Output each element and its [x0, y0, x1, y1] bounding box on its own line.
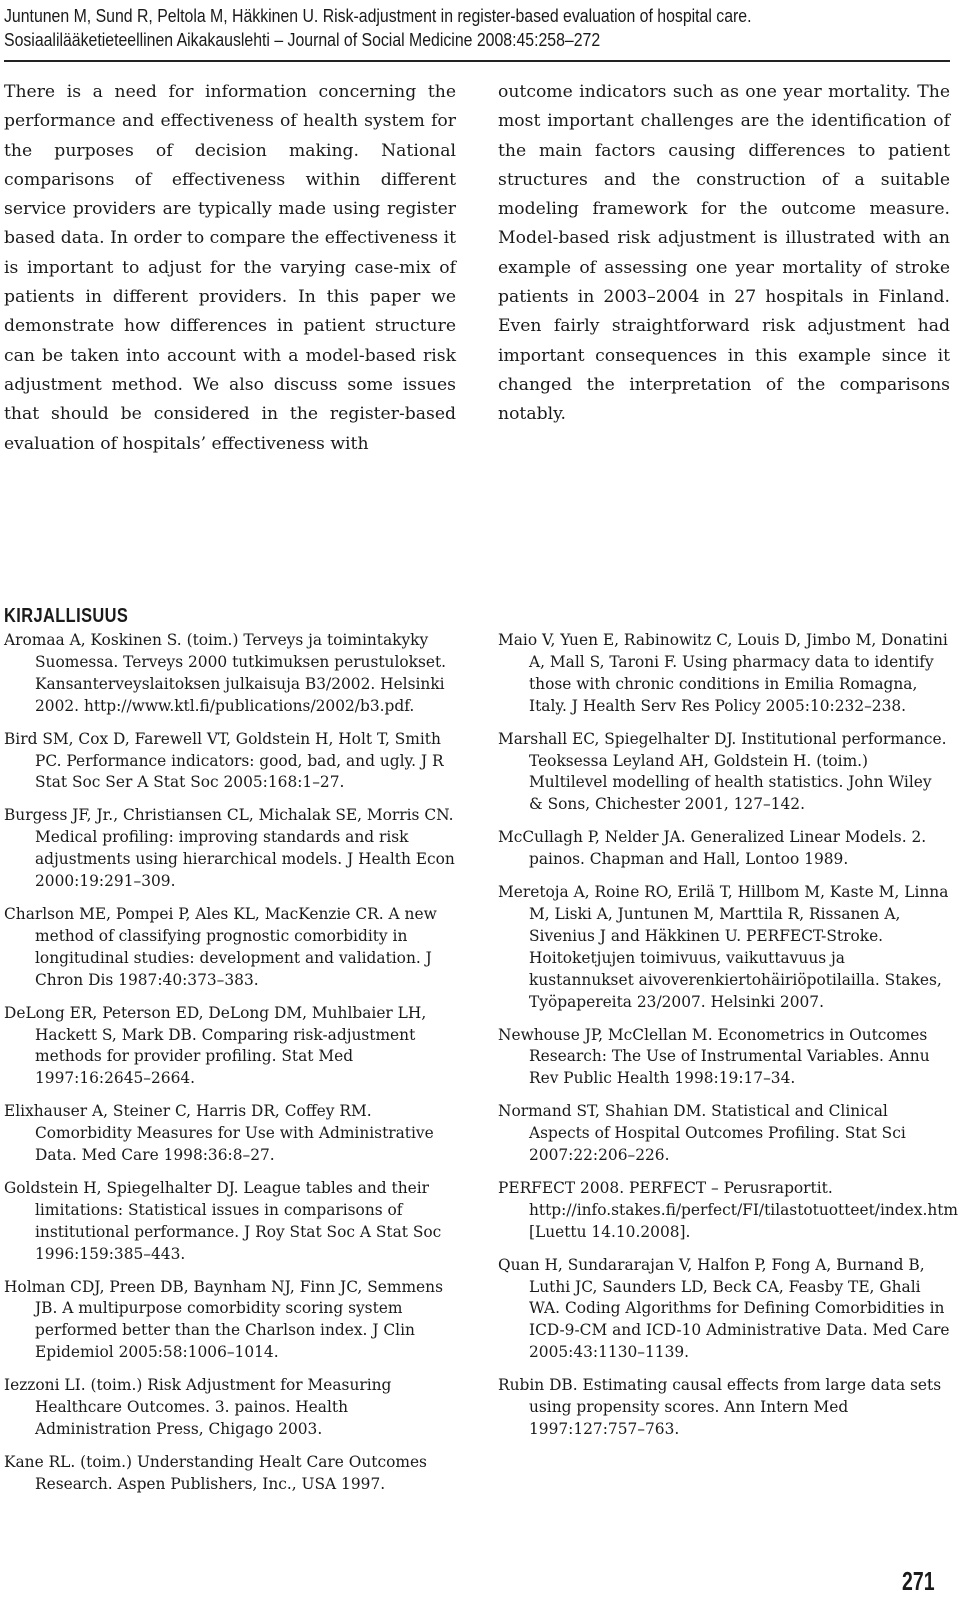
abstract-column-left: There is a need for information concerning the performance and effectiveness of health system for the purposes of decision making. National comparisons of effectiveness within different service providers are typically made using register based data. In order to compare the effectiveness it is important to adjust for the varying case-mix of patients in different providers. In this paper we demonstrate how differences in patient structure can be taken into account with a model-based risk adjustment method. We also discuss some issues that should be considered in the register-based evaluation of hospitals’ effectiveness with	[4, 82, 456, 454]
reference-item: Charlson ME, Pompei P, Ales KL, MacKenzie CR. A new method of classifying prognostic comorbidity in longitudinal studies: development and validation. J Chron Dis 1987:40:373–383.	[4, 904, 437, 989]
reference-item: Rubin DB. Estimating causal effects from large data sets using propensity scores. Ann Intern Med 1997:127:757–763.	[498, 1376, 942, 1438]
reference-item: Elixhauser A, Steiner C, Harris DR, Coffey RM. Comorbidity Measures for Use with Administrative Data. Med Care 1998:36:8–27.	[4, 1102, 434, 1165]
references-column-left	[4, 630, 456, 1507]
reference-item: PERFECT 2008. PERFECT – Perusraportit. http://info.stakes.fi/perfect/FI/tilastotuotteet/index.htm [Luettu 14.10.2008].	[498, 1178, 959, 1241]
reference-item: Iezzoni LI. (toim.) Risk Adjustment for Measuring Healthcare Outcomes. 3. painos. Health Administration Press, Chigago 2003.	[4, 1376, 392, 1438]
page-number: 271	[902, 1566, 935, 1596]
header-journal: Sosiaalilääketieteellinen Aikakauslehti – Journal of Social Medicine 2008:45:258–272	[4, 30, 601, 50]
reference-item: Marshall EC, Spiegelhalter DJ. Institutional performance. Teoksessa Leyland AH, Goldstein H. (toim.) Multilevel modelling of health statistics. John Wiley & Sons, Chichester 2001, 127–142.	[498, 729, 947, 814]
reference-item: DeLong ER, Peterson ED, DeLong DM, Muhlbaier LH, Hackett S, Mark DB. Comparing risk-adjustment methods for provider profiling. Stat Med 1997:16:2645–2664.	[4, 1003, 427, 1088]
reference-item: Maio V, Yuen E, Rabinowitz C, Louis D, Jimbo M, Donatini A, Mall S, Taroni F. Using pharmacy data to identify those with chronic conditions in Emilia Romagna, Italy. J Health Serv Res Policy 2005:10:232–238.	[498, 631, 948, 715]
reference-item: Goldstein H, Spiegelhalter DJ. League tables and their limitations: Statistical issues in comparisons of institutional performance. J Roy Stat Soc A Stat Soc 1996:159:385–443.	[4, 1178, 442, 1263]
reference-item: McCullagh P, Nelder JA. Generalized Linear Models. 2. painos. Chapman and Hall, Lontoo 1989.	[498, 828, 927, 869]
reference-item: Burgess JF, Jr., Christiansen CL, Michalak SE, Morris CN. Medical profiling: improving standards and risk adjustments using hierarchical models. J Health Econ 2000:19:291–309.	[4, 806, 455, 891]
reference-item: Bird SM, Cox D, Farewell VT, Goldstein H, Holt T, Smith PC. Performance indicators: good, bad, and ugly. J R Stat Soc Ser A Stat Soc 2005:168:1–27.	[4, 729, 444, 792]
reference-item: Normand ST, Shahian DM. Statistical and Clinical Aspects of Hospital Outcomes Profiling. Stat Sci 2007:22:206–226.	[498, 1102, 906, 1165]
running-header	[4, 4, 840, 52]
reference-item: Newhouse JP, McClellan M. Econometrics in Outcomes Research: The Use of Instrumental Variables. Annu Rev Public Health 1998:19:17–34.	[498, 1025, 930, 1088]
references-column-right	[498, 630, 959, 1452]
reference-item: Aromaa A, Koskinen S. (toim.) Terveys ja toimintakyky Suomessa. Terveys 2000 tutkimuksen perustulokset. Kansanterveyslaitoksen julkaisuja B3/2002. Helsinki 2002. http://www.ktl.fi/publications/2002/b3.pdf.	[4, 631, 447, 715]
header-rule	[4, 60, 950, 62]
header-citation-authors: Juntunen M, Sund R, Peltola M, Häkkinen U. Risk-adjustment in register-based evaluation of hospital care.	[4, 6, 752, 26]
reference-item: Meretoja A, Roine RO, Erilä T, Hillbom M, Kaste M, Linna M, Liski A, Juntunen M, Marttila R, Rissanen A, Sivenius J and Häkkinen U. PERFECT-Stroke. Hoitoketjujen toimivuus, vaikuttavuus ja kustannukset aivoverenkiertohäiriöpotilailla. Stakes, Työpapereita 23/2007. Helsinki 2007.	[498, 883, 949, 1011]
reference-item: Kane RL. (toim.) Understanding Healt Care Outcomes Research. Aspen Publishers, Inc., USA 1997.	[4, 1452, 427, 1493]
references-heading: KIRJALLISUUS	[4, 605, 129, 627]
abstract-column-right: outcome indicators such as one year mortality. The most important challenges are the identification of the main factors causing differences to patient structures and the construction of a suitable modeling framework for the outcome measure. Model-based risk adjustment is illustrated with an example of assessing one year mortality of stroke patients in 2003–2004 in 27 hospitals in Finland. Even fairly straightforward risk adjustment had important consequences in this example since it changed the interpretation of the comparisons notably.	[498, 82, 950, 425]
reference-item: Quan H, Sundararajan V, Halfon P, Fong A, Burnand B, Luthi JC, Saunders LD, Beck CA, Feasby TE, Ghali WA. Coding Algorithms for Defining Comorbidities in ICD-9-CM and ICD-10 Administrative Data. Med Care 2005:43:1130–1139.	[498, 1255, 950, 1362]
reference-item: Holman CDJ, Preen DB, Baynham NJ, Finn JC, Semmens JB. A multipurpose comorbidity scoring system performed better than the Charlson index. J Clin Epidemiol 2005:58:1006–1014.	[4, 1277, 443, 1362]
